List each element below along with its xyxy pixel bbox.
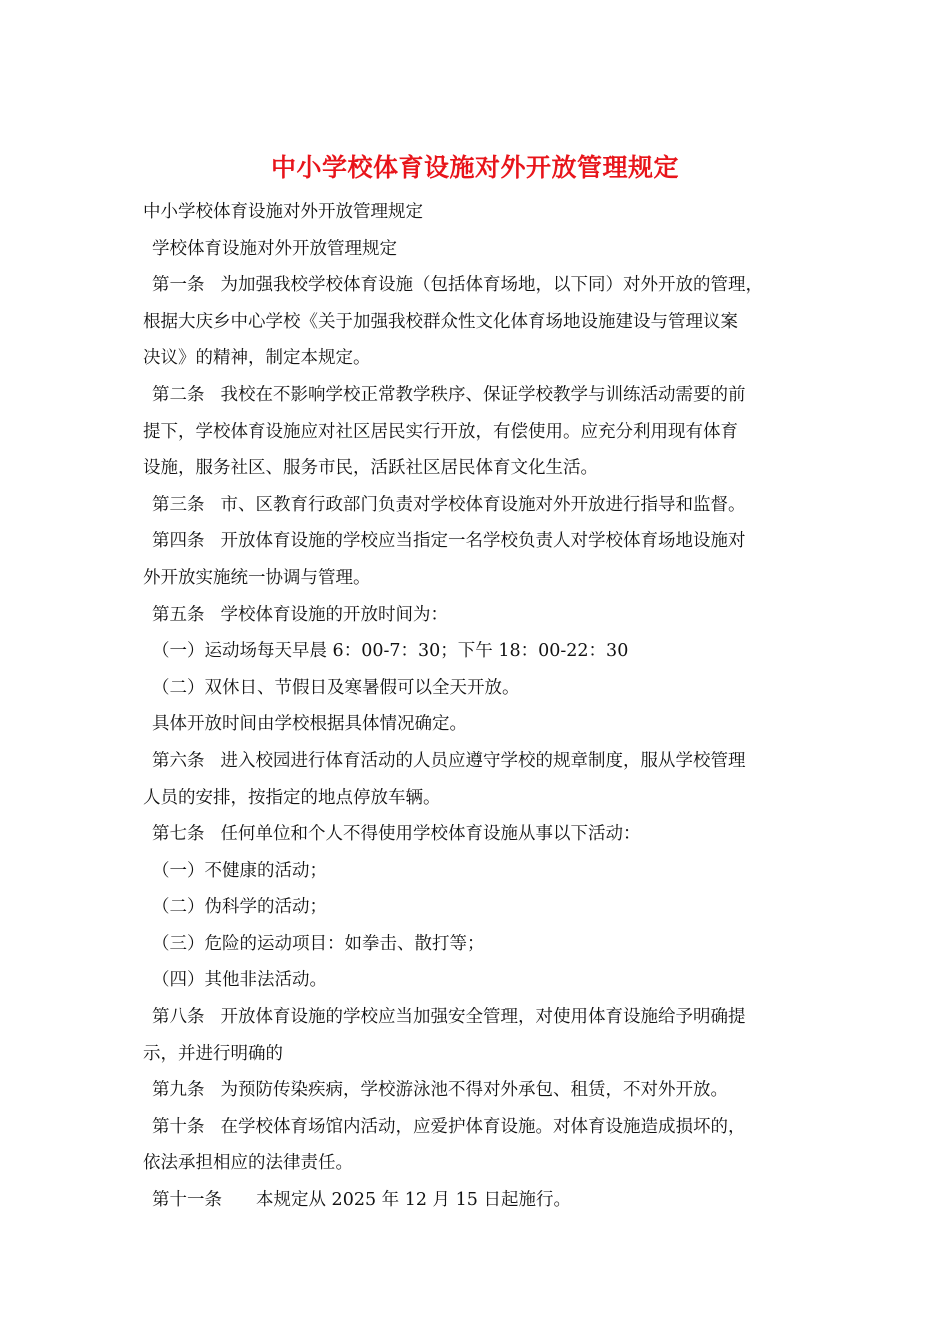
article-7-item: （三）危险的运动项目：如拳击、散打等；: [152, 933, 485, 954]
article-label: 第四条: [152, 531, 205, 552]
article-label: 第三条: [152, 494, 205, 515]
article-6-line: [143, 743, 823, 780]
article-3-line: [143, 487, 823, 524]
document-body: [143, 194, 823, 1219]
article-7-item: （二）伪科学的活动；: [152, 897, 327, 918]
article-5-item: （二）双休日、节假日及寒暑假可以全天开放。: [152, 677, 520, 698]
article-text: 开放体育设施的学校应当指定一名学校负责人对学校体育场地设施对: [220, 531, 746, 552]
article-1-line: 决议》的精神，制定本规定。: [143, 348, 371, 369]
article-8-line: [143, 999, 823, 1036]
article-text: 我校在不影响学校正常教学秩序、保证学校教学与训练活动需要的前: [220, 384, 746, 405]
article-text: 为加强我校学校体育设施（包括体育场地，以下同）对外开放的管理，: [220, 275, 763, 296]
article-5-note: 具体开放时间由学校根据具体情况确定。: [152, 714, 467, 735]
article-text: 市、区教育行政部门负责对学校体育设施对外开放进行指导和监督。: [220, 494, 746, 515]
article-7-line: [143, 816, 823, 853]
article-8-line: 示，并进行明确的: [143, 1043, 283, 1064]
article-text: 学校体育设施的开放时间为：: [220, 604, 448, 625]
article-label: 第七条: [152, 824, 205, 845]
article-label: 第十条: [152, 1116, 205, 1137]
article-5-item: （一）运动场每天早晨 6：00-7：30；下午 18：00-22：30: [152, 641, 629, 662]
article-2-line: 设施，服务社区、服务市民，活跃社区居民体育文化生活。: [143, 458, 598, 479]
article-text: 进入校园进行体育活动的人员应遵守学校的规章制度，服从学校管理: [220, 750, 746, 771]
article-label: 第六条: [152, 750, 205, 771]
article-9-line: [143, 1072, 823, 1109]
article-text: 在学校体育场馆内活动，应爱护体育设施。对体育设施造成损坏的，: [220, 1116, 746, 1137]
article-text: 为预防传染疾病，学校游泳池不得对外承包、租赁，不对外开放。: [220, 1080, 728, 1101]
article-6-line: 人员的安排，按指定的地点停放车辆。: [143, 787, 441, 808]
article-label: 第二条: [152, 384, 205, 405]
document-title: 中小学校体育设施对外开放管理规定: [270, 153, 679, 182]
article-text: 任何单位和个人不得使用学校体育设施从事以下活动：: [220, 824, 641, 845]
article-label: 第五条: [152, 604, 205, 625]
article-7-item: （一）不健康的活动；: [152, 860, 327, 881]
article-label: 第八条: [152, 1007, 205, 1028]
article-2-line: [143, 377, 823, 414]
article-10-line: [143, 1109, 823, 1146]
article-label: 第九条: [152, 1080, 205, 1101]
article-5-line: [143, 597, 823, 634]
article-label: 第一条: [152, 275, 205, 296]
article-7-item: （四）其他非法活动。: [152, 970, 327, 991]
article-11-line: [143, 1182, 823, 1219]
article-2-line: 提下，学校体育设施应对社区居民实行开放，有偿使用。应充分利用现有体育: [143, 421, 738, 442]
article-10-line: 依法承担相应的法律责任。: [143, 1153, 353, 1174]
article-1-line: 根据大庆乡中心学校《关于加强我校群众性文化体育场地设施建设与管理议案: [143, 311, 738, 332]
article-4-line: [143, 523, 823, 560]
subtitle-line: 学校体育设施对外开放管理规定: [152, 238, 397, 259]
article-4-line: 外开放实施统一协调与管理。: [143, 567, 371, 588]
article-text: 本规定从 2025 年 12 月 15 日起施行。: [256, 1190, 571, 1211]
article-text: 开放体育设施的学校应当加强安全管理，对使用体育设施给予明确提: [220, 1007, 746, 1028]
subtitle-line: 中小学校体育设施对外开放管理规定: [143, 202, 423, 222]
article-1-line: [143, 267, 823, 304]
article-label: 第十一条: [152, 1190, 222, 1211]
